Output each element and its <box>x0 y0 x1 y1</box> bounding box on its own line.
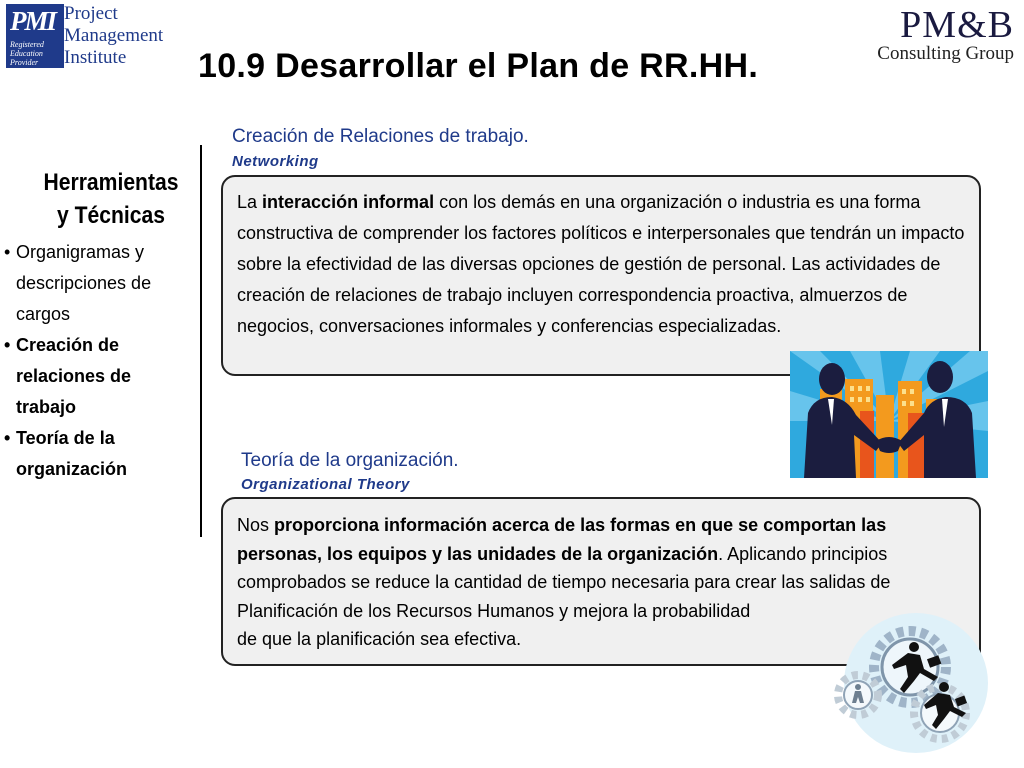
section1-text-bold: interacción informal <box>262 192 435 212</box>
section1-box <box>221 175 981 376</box>
pmb-logo-sub: Consulting Group <box>877 43 1014 64</box>
section2-heading: Teoría de la organización. <box>241 450 459 471</box>
pmi-emblem-line: Provider <box>10 58 39 67</box>
sidebar-item-label: Teoría de la organización <box>16 428 128 479</box>
sidebar-item <box>4 423 196 485</box>
section1-heading: Creación de Relaciones de trabajo. <box>232 126 529 147</box>
bullet-icon: • <box>4 335 11 355</box>
sidebar-heading-line: y Técnicas <box>56 202 166 229</box>
section2-text: Nos <box>237 515 275 535</box>
sidebar-heading-line: Herramientas <box>43 169 179 196</box>
pmi-emblem-line: Education <box>10 49 43 58</box>
pmi-logo <box>6 3 164 68</box>
sidebar-list <box>4 237 196 485</box>
section1-subheading: Networking <box>232 153 319 170</box>
section2-text: . Aplicando principios comprobados se reduce la cantidad de tiempo necesaria para crear las salidas de Planificación de los Recursos Humanos y mejora la probabilidad <box>237 543 891 621</box>
pmi-wordmark <box>64 3 163 69</box>
handshake-illustration <box>790 351 988 478</box>
section2-text-bold: proporciona información acerca de las formas en que se comportan las personas, los equipos y las unidades de la organización <box>237 515 887 564</box>
sidebar-item <box>4 330 196 423</box>
bullet-icon: • <box>4 428 11 448</box>
section2-text: de que la planificación sea efectiva. <box>237 629 522 649</box>
pmi-line: Institute <box>64 47 127 68</box>
sidebar-heading <box>36 166 186 232</box>
section1-text: con los demás en una organización o industria es una forma constructiva de comprender los factores políticos e interpersonales que tendrán un impacto sobre la efectividad de las diversas opciones de gestión de personal. Las actividades de creación de relaciones de trabajo incluyen correspondencia proactiva, almuerzos de negocios, conversaciones informales y conferencias especializadas. <box>237 192 965 336</box>
pmi-emblem-line: Registered <box>10 40 44 49</box>
pmb-logo <box>864 6 1014 64</box>
vertical-divider <box>200 145 202 537</box>
pmi-line: Management <box>64 25 164 46</box>
sidebar-item-label: Creación de relaciones de trabajo <box>16 335 132 417</box>
section1-text: La <box>237 192 263 212</box>
section2-subheading: Organizational Theory <box>241 476 410 493</box>
pmi-emblem-letters: PMI <box>10 6 56 36</box>
gears-runners-illustration <box>828 603 988 753</box>
pmb-logo-main: PM&B <box>900 4 1014 46</box>
pmi-emblem <box>6 4 64 68</box>
page-title: 10.9 Desarrollar el Plan de RR.HH. <box>198 47 759 85</box>
bullet-icon: • <box>4 242 11 262</box>
pmi-line: Project <box>64 3 118 24</box>
sidebar-item <box>4 237 196 330</box>
sidebar-item-label: Organigramas y descripciones de cargos <box>16 242 152 324</box>
